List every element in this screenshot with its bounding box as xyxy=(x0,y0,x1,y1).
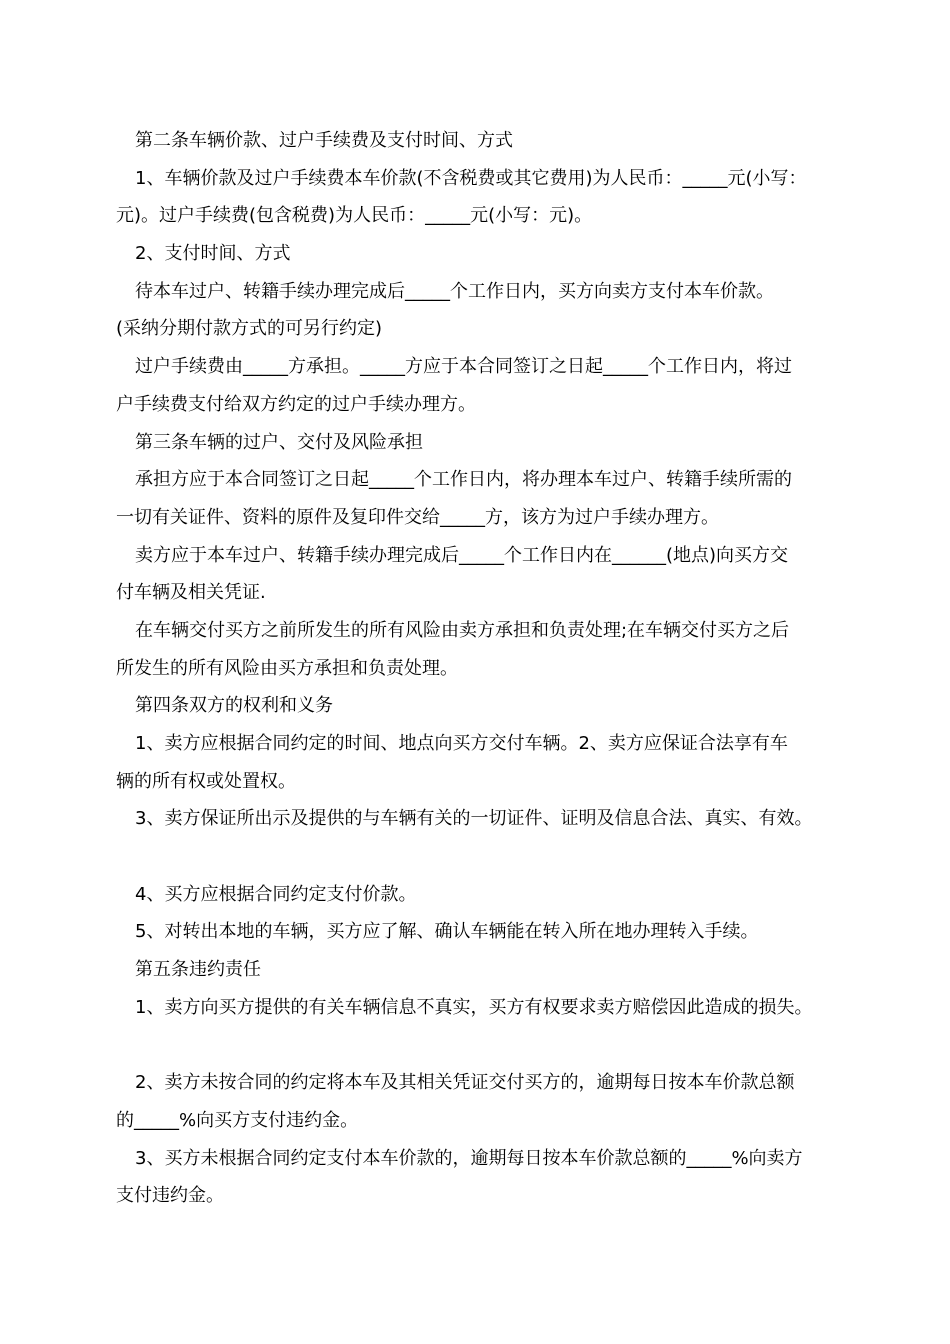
paragraph-line: 1、车辆价款及过户手续费本车价款(不含税费或其它费用)为人民币：_____元(小写： xyxy=(135,167,807,189)
paragraph-line: 付车辆及相关凭证. xyxy=(116,582,266,604)
paragraph-line: 4、买方应根据合同约定支付价款。 xyxy=(135,883,417,905)
article-4-heading: 第四条双方的权利和义务 xyxy=(135,695,333,717)
paragraph-line: 5、对转出本地的车辆，买方应了解、确认车辆能在转入所在地办理转入手续。 xyxy=(135,921,759,943)
paragraph-line: 户手续费支付给双方约定的过户手续办理方。 xyxy=(116,393,476,415)
paragraph-line: 卖方应于本车过户、转籍手续办理完成后_____个工作日内在______(地点)向买方交 xyxy=(135,544,789,566)
article-5-heading: 第五条违约责任 xyxy=(135,959,261,981)
article-3-heading: 第三条车辆的过户、交付及风险承担 xyxy=(135,431,423,453)
paragraph-line: 待本车过户、转籍手续办理完成后_____个工作日内，买方向卖方支付本车价款。 xyxy=(135,280,774,302)
paragraph-line: 3、买方未根据合同约定支付本车价款的，逾期每日按本车价款总额的_____%向卖方 xyxy=(135,1147,803,1169)
paragraph-line: (采纳分期付款方式的可另行约定) xyxy=(116,318,383,340)
paragraph-line: 1、卖方应根据合同约定的时间、地点向买方交付车辆。2、卖方应保证合法享有车 xyxy=(135,733,788,754)
paragraph-line: 支付违约金。 xyxy=(116,1185,224,1207)
paragraph-line: 辆的所有权或处置权。 xyxy=(116,770,296,792)
paragraph-line: 2、卖方未按合同的约定将本车及其相关凭证交付买方的，逾期每日按本车价款总额 xyxy=(135,1072,795,1094)
paragraph-line: 过户手续费由_____方承担。_____方应于本合同签订之日起_____个工作日内，将过 xyxy=(135,356,792,378)
blank-line xyxy=(116,1027,856,1065)
paragraph-line: 2、支付时间、方式 xyxy=(135,243,291,265)
document-body xyxy=(116,122,856,1215)
blank-line xyxy=(116,838,856,876)
paragraph-line: 所发生的所有风险由买方承担和负责处理。 xyxy=(116,657,458,679)
paragraph-line: 元)。过户手续费(包含税费)为人民币：_____元(小写：元)。 xyxy=(116,205,593,227)
paragraph-line: 的_____%向买方支付违约金。 xyxy=(116,1109,359,1131)
paragraph-line: 承担方应于本合同签订之日起_____个工作日内，将办理本车过户、转籍手续所需的 xyxy=(135,469,792,491)
paragraph-line: 1、卖方向买方提供的有关车辆信息不真实，买方有权要求卖方赔偿因此造成的损失。 xyxy=(135,996,813,1018)
paragraph-line: 一切有关证件、资料的原件及复印件交给_____方，该方为过户手续办理方。 xyxy=(116,506,719,528)
paragraph-line: 3、卖方保证所出示及提供的与车辆有关的一切证件、证明及信息合法、真实、有效。 xyxy=(135,808,813,830)
article-2-heading: 第二条车辆价款、过户手续费及支付时间、方式 xyxy=(135,130,513,151)
paragraph-line: 在车辆交付买方之前所发生的所有风险由卖方承担和负责处理;在车辆交付买方之后 xyxy=(135,619,790,641)
